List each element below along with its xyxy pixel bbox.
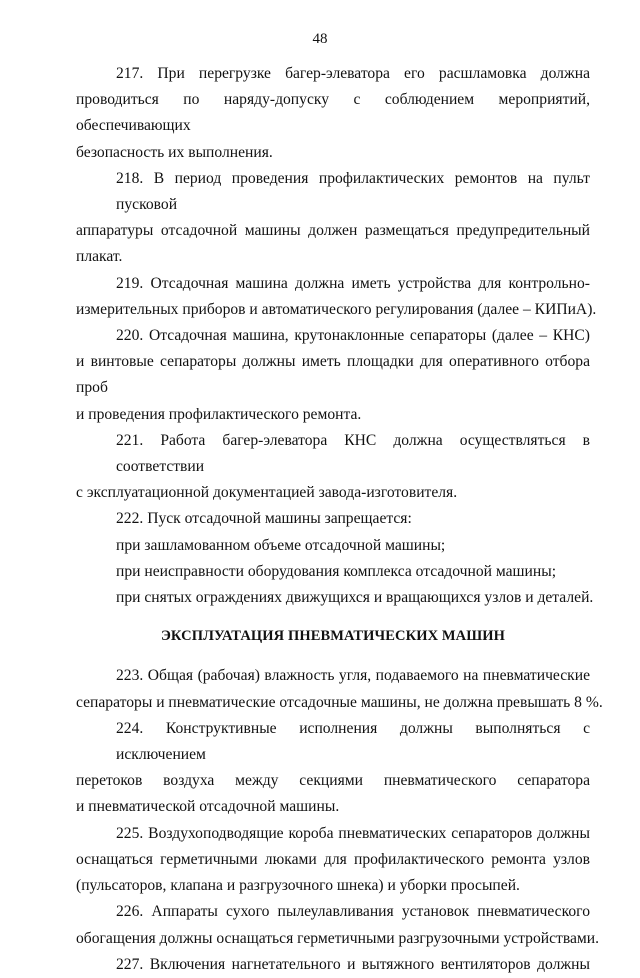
page-number: 48: [312, 31, 328, 47]
paragraph-line: и пневматической отсадочной машины.: [76, 798, 340, 816]
paragraph-line: проводиться по наряду-допуску с соблюдением мероприятий, обеспечивающих: [76, 91, 590, 135]
paragraph-218: [76, 166, 590, 271]
paragraph-226: [76, 899, 600, 951]
paragraph-line: 218. В период проведения профилактических ремонтов на пульт пусковой: [116, 169, 590, 214]
paragraph-line: оснащаться герметичными люками для профилактического ремонта узлов: [76, 850, 590, 868]
paragraph-line: сепараторы и пневматические отсадочные машины, не должна превышать 8 %.: [76, 693, 603, 711]
paragraph-line: 224. Конструктивные исполнения должны выполняться с исключением: [116, 719, 590, 764]
paragraph-line: 226. Аппараты сухого пылеулавливания установок пневматического: [116, 903, 590, 921]
paragraph-line: 220. Отсадочная машина, крутонаклонные сепараторы (далее – КНС): [116, 327, 590, 345]
paragraph-220: [76, 323, 590, 428]
paragraph-222: [76, 506, 594, 611]
paragraph-line: аппаратуры отсадочной машины должен размещаться предупредительный: [76, 222, 590, 240]
paragraph-line: 217. При перегрузке багер-элеватора его расшламовка должна: [116, 65, 590, 82]
paragraph-line: 227. Включения нагнетательного и вытяжного вентиляторов должны: [116, 955, 590, 973]
paragraph-line: с эксплуатационной документацией завода-изготовителя.: [76, 484, 458, 502]
paragraph-219: [76, 271, 597, 323]
paragraph-227: [76, 952, 590, 978]
paragraph-line: безопасность их выполнения.: [76, 143, 273, 161]
list-item: при неисправности оборудования комплекса отсадочной машины;: [116, 562, 557, 580]
paragraph-225: [76, 821, 590, 900]
paragraph-line: перетоков воздуха между секциями пневматического сепаратора: [76, 772, 590, 790]
paragraph-line: и проведения профилактического ремонта.: [76, 405, 362, 423]
paragraph-line: и винтовые сепараторы должны иметь площадки для оперативного отбора проб: [76, 353, 590, 397]
paragraph-line: измерительных приборов и автоматического регулирования (далее – КИПиА).: [76, 300, 597, 318]
document-body: [76, 61, 603, 978]
list-item: при снятых ограждениях движущихся и вращающихся узлов и деталей.: [116, 589, 594, 607]
paragraph-line: плакат.: [76, 248, 123, 266]
paragraph-line: 219. Отсадочная машина должна иметь устройства для контрольно-: [116, 274, 590, 292]
paragraph-line: 223. Общая (рабочая) влажность угля, подаваемого на пневматические: [116, 667, 590, 685]
paragraph-223: [76, 663, 603, 715]
section-heading: ЭКСПЛУАТАЦИЯ ПНЕВМАТИЧЕСКИХ МАШИН: [160, 628, 506, 645]
list-item: при зашламованном объеме отсадочной машины;: [116, 536, 446, 554]
paragraph-221: [76, 428, 590, 507]
paragraph-line: 222. Пуск отсадочной машины запрещается:: [116, 510, 412, 528]
paragraph-line: 221. Работа багер-элеватора КНС должна осуществляться в соответствии: [116, 431, 590, 476]
paragraph-line: обогащения должны оснащаться герметичными разгрузочными устройствами.: [76, 929, 600, 947]
paragraph-217: [76, 61, 590, 166]
paragraph-224: [76, 716, 590, 821]
paragraph-line: 225. Воздухоподводящие короба пневматических сепараторов должны: [116, 824, 590, 842]
paragraph-line: (пульсаторов, клапана и разгрузочного шнека) и уборки просыпей.: [76, 877, 520, 895]
